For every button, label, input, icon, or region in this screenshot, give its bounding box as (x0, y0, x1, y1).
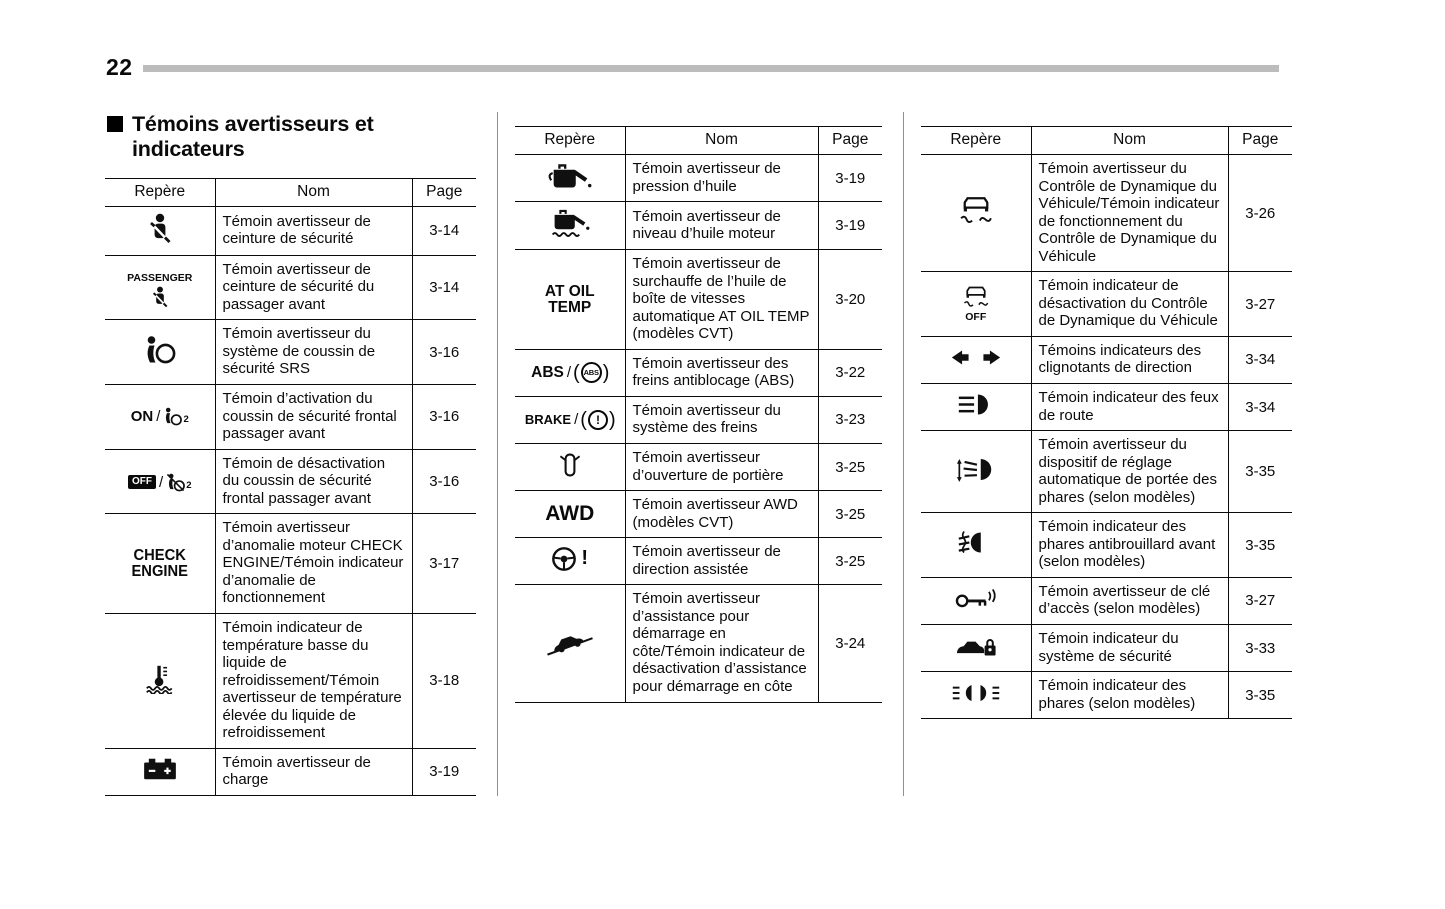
indicator-name: Témoin avertisseur d’ouverture de portière (625, 444, 818, 491)
page-number: 22 (106, 54, 133, 80)
high-beam-indicator-icon (955, 392, 997, 417)
table-row (921, 155, 1292, 272)
indicator-page-ref: 3-27 (1228, 272, 1292, 337)
indicator-name: Témoin avertisseur de direction assistée (625, 538, 818, 585)
indicator-symbol-cell (515, 349, 625, 396)
indicator-symbol-cell (105, 449, 215, 514)
indicator-page-ref: 3-16 (412, 449, 476, 514)
table-header-row (105, 178, 476, 206)
column-middle (515, 112, 882, 703)
column-header-page: Page (1228, 127, 1292, 155)
door-open-warning-icon (558, 451, 582, 479)
table-row (921, 431, 1292, 513)
indicator-page-ref: 3-34 (1228, 384, 1292, 431)
table-row (105, 255, 476, 320)
indicator-page-ref: 3-17 (412, 514, 476, 614)
indicator-page-ref: 3-19 (818, 202, 882, 250)
indicator-name: Témoin avertisseur d’anomalie moteur CHECK ENGINE/Témoin indicateur d’anomalie de fonctionnement (215, 514, 412, 614)
indicator-name: Témoin de désactivation du coussin de sécurité frontal passager avant (215, 449, 412, 514)
indicator-symbol-cell (515, 444, 625, 491)
header-rule (143, 65, 1279, 72)
indicator-symbol-cell (515, 155, 625, 202)
seatbelt-warning-icon (146, 213, 174, 244)
indicator-symbol-cell (921, 384, 1031, 431)
indicator-name: Témoin indicateur de température basse du liquide de refroidissement/Témoin avertisseur de température élevée du liquide de refroidissement (215, 614, 412, 749)
indicator-page-ref: 3-14 (412, 255, 476, 320)
indicator-page-ref: 3-35 (1228, 513, 1292, 578)
indicator-page-ref: 3-24 (818, 585, 882, 702)
access-key-warning-icon (954, 586, 998, 611)
table-row (921, 577, 1292, 624)
column-header-repere: Repère (105, 178, 215, 206)
indicator-name: Témoin avertisseur de ceinture de sécurité (215, 206, 412, 255)
table-row (105, 748, 476, 795)
indicator-page-ref: 3-33 (1228, 625, 1292, 672)
indicator-page-ref: 3-27 (1228, 577, 1292, 624)
indicator-table-3 (921, 126, 1292, 719)
table-row (515, 491, 882, 538)
table-row (515, 396, 882, 443)
column-header-nom: Nom (1031, 127, 1228, 155)
indicator-symbol-cell (105, 385, 215, 450)
indicator-symbol-cell (921, 513, 1031, 578)
table-row (105, 449, 476, 514)
front-passenger-airbag-on-icon: ON / 2 (130, 407, 189, 426)
table-row (105, 614, 476, 749)
indicator-symbol-cell (515, 202, 625, 250)
table-row (921, 672, 1292, 719)
vdc-off-indicator-icon: OFF (962, 285, 990, 323)
indicator-symbol-cell (921, 272, 1031, 337)
indicator-symbol-cell (105, 206, 215, 255)
hill-start-assist-icon (545, 626, 595, 656)
section-title (105, 112, 476, 163)
indicator-page-ref: 3-35 (1228, 672, 1292, 719)
column-divider-icon (497, 112, 498, 796)
indicator-table-1 (105, 178, 476, 796)
table-row (921, 336, 1292, 383)
indicator-table-2 (515, 126, 882, 703)
indicator-symbol-cell (105, 320, 215, 385)
column-header-page: Page (412, 178, 476, 206)
at-oil-temp-icon: AT OIL TEMP (544, 282, 595, 316)
indicator-name: Témoin avertisseur du dispositif de réglage automatique de portée des phares (selon modèles) (1031, 431, 1228, 513)
power-steering-warning-icon: ! (551, 546, 588, 572)
indicator-page-ref: 3-19 (412, 748, 476, 795)
indicator-name: Témoin avertisseur du système des freins (625, 396, 818, 443)
indicator-name: Témoin avertisseur AWD (modèles CVT) (625, 491, 818, 538)
table-header-row (515, 127, 882, 155)
indicator-symbol-cell (921, 577, 1031, 624)
page-header (106, 54, 1279, 81)
table-row (515, 585, 882, 702)
indicator-symbol-cell (921, 431, 1031, 513)
table-header-row (921, 127, 1292, 155)
indicator-symbol-cell (515, 396, 625, 443)
indicator-symbol-cell (515, 491, 625, 538)
abs-warning-icon: ABS / ( ABS ) (531, 361, 610, 384)
table-row (515, 538, 882, 585)
indicator-name: Témoin avertisseur de ceinture de sécurité du passager avant (215, 255, 412, 320)
table-row (921, 625, 1292, 672)
indicator-page-ref: 3-23 (818, 396, 882, 443)
indicator-page-ref: 3-18 (412, 614, 476, 749)
oil-pressure-warning-icon (545, 162, 595, 190)
table-row (105, 320, 476, 385)
column-left (105, 112, 476, 796)
column-header-page: Page (818, 127, 882, 155)
indicator-page-ref: 3-25 (818, 491, 882, 538)
indicator-name: Témoin indicateur des feux de route (1031, 384, 1228, 431)
square-bullet-icon (107, 116, 123, 132)
indicator-page-ref: 3-34 (1228, 336, 1292, 383)
awd-warning-icon: AWD (545, 502, 595, 526)
indicator-page-ref: 3-19 (818, 155, 882, 202)
indicator-name: Témoins indicateurs des clignotants de direction (1031, 336, 1228, 383)
table-row (105, 206, 476, 255)
indicator-page-ref: 3-16 (412, 385, 476, 450)
charge-warning-icon (140, 755, 180, 783)
column-header-nom: Nom (215, 178, 412, 206)
indicator-name: Témoin avertisseur de niveau d’huile moteur (625, 202, 818, 250)
indicator-symbol-cell (105, 255, 215, 320)
indicator-symbol-cell (515, 538, 625, 585)
indicator-page-ref: 3-14 (412, 206, 476, 255)
indicator-name: Témoin avertisseur de clé d’accès (selon modèles) (1031, 577, 1228, 624)
headlight-leveling-warning-icon (956, 455, 996, 484)
srs-airbag-warning-icon (143, 335, 176, 365)
table-row (921, 272, 1292, 337)
indicator-name: Témoin d’activation du coussin de sécurité frontal passager avant (215, 385, 412, 450)
front-fog-light-indicator-icon (955, 530, 997, 555)
indicator-symbol-cell (921, 155, 1031, 272)
turn-signal-indicators-icon (950, 348, 1002, 367)
indicator-page-ref: 3-25 (818, 538, 882, 585)
indicator-name: Témoin avertisseur de charge (215, 748, 412, 795)
front-passenger-airbag-off-icon: OFF / 2 (128, 473, 191, 492)
check-engine-icon: CHECK ENGINE (131, 546, 188, 581)
indicator-name: Témoin avertisseur d’assistance pour démarrage en côte/Témoin indicateur de désactivation d’assistance pour démarrage en côte (625, 585, 818, 702)
passenger-seatbelt-warning-icon: PASSENGER (127, 272, 192, 308)
table-row (515, 349, 882, 396)
security-indicator-icon (955, 632, 997, 659)
table-row (105, 385, 476, 450)
content (105, 112, 1292, 796)
column-header-repere: Repère (515, 127, 625, 155)
indicator-symbol-cell (105, 614, 215, 749)
indicator-name: Témoin indicateur de désactivation du Contrôle de Dynamique du Véhicule (1031, 272, 1228, 337)
indicator-symbol-cell (515, 585, 625, 702)
indicator-name: Témoin avertisseur des freins antiblocage (ABS) (625, 349, 818, 396)
indicator-name: Témoin avertisseur du Contrôle de Dynamique du Véhicule/Témoin indicateur de fonctionnement du Contrôle de Dynamique du Véhicule (1031, 155, 1228, 272)
column-header-repere: Repère (921, 127, 1031, 155)
table-row (921, 384, 1292, 431)
indicator-symbol-cell (515, 250, 625, 350)
section-title-text: Témoins avertisseurs et indicateurs (132, 112, 374, 162)
indicator-page-ref: 3-20 (818, 250, 882, 350)
oil-level-warning-icon (545, 208, 595, 238)
table-row (105, 514, 476, 614)
indicator-name: Témoin avertisseur de pression d’huile (625, 155, 818, 202)
table-row (515, 202, 882, 250)
column-divider-icon (903, 112, 904, 796)
coolant-temperature-icon (143, 663, 177, 694)
vdc-warning-icon (958, 195, 994, 226)
brake-warning-icon: BRAKE / ( ! ) (524, 408, 616, 431)
column-right (921, 112, 1292, 719)
table-row (515, 155, 882, 202)
lights-on-indicator-icon (951, 683, 1001, 703)
indicator-name: Témoin indicateur des phares (selon modèles) (1031, 672, 1228, 719)
indicator-name: Témoin indicateur des phares antibrouillard avant (selon modèles) (1031, 513, 1228, 578)
indicator-name: Témoin avertisseur du système de coussin de sécurité SRS (215, 320, 412, 385)
indicator-symbol-cell (921, 625, 1031, 672)
table-row (515, 444, 882, 491)
indicator-name: Témoin avertisseur de surchauffe de l’huile de boîte de vitesses automatique AT OIL TEMP (modèles CVT) (625, 250, 818, 350)
indicator-page-ref: 3-25 (818, 444, 882, 491)
indicator-symbol-cell (105, 748, 215, 795)
table-row (921, 513, 1292, 578)
indicator-page-ref: 3-22 (818, 349, 882, 396)
indicator-page-ref: 3-16 (412, 320, 476, 385)
indicator-symbol-cell (105, 514, 215, 614)
indicator-page-ref: 3-35 (1228, 431, 1292, 513)
indicator-symbol-cell (921, 336, 1031, 383)
indicator-symbol-cell (921, 672, 1031, 719)
column-header-nom: Nom (625, 127, 818, 155)
table-row (515, 250, 882, 350)
indicator-name: Témoin indicateur du système de sécurité (1031, 625, 1228, 672)
indicator-page-ref: 3-26 (1228, 155, 1292, 272)
